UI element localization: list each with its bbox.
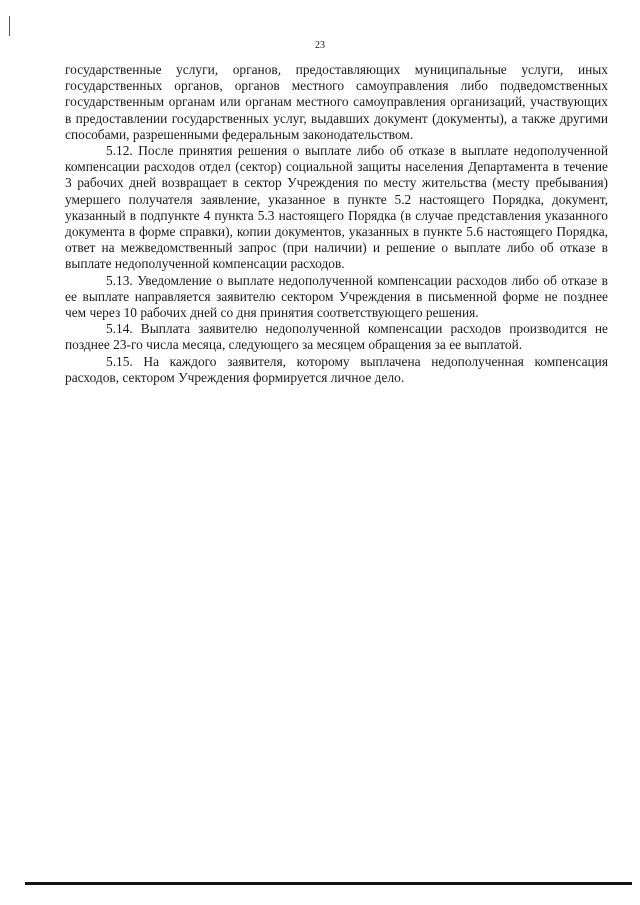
paragraph-5-15: 5.15. На каждого заявителя, которому выплачена недополученная компенсация расходов, сектором Учреждения формируется личное дело. xyxy=(65,353,608,385)
paragraph-continuation: государственные услуги, органов, предоставляющих муниципальные услуги, иных государственных органов, органов местного самоуправления либо подведомственных государственным органам или органам местного самоуправления организаций, участвующих в предоставлении государственных услуг, выдавших документ (документы), а также другими способами, разрешенными федеральным законодательством. xyxy=(65,62,608,142)
page-number: 23 xyxy=(315,40,325,51)
bottom-divider xyxy=(25,882,632,885)
paragraph-5-12: 5.12. После принятия решения о выплате либо об отказе в выплате недополученной компенсации расходов отдел (сектор) социальной защиты населения Департамента в течение 3 рабочих дней возвращает в сектор Учреждения по месту жительства (месту пребывания) умершего получателя заявление, указанное в пункте 5.2 настоящего Порядка, документ, указанный в подпункте 4 пункта 5.3 настоящего Порядка (в случае представления указанного документа в форме справки), копии документов, указанных в пункте 5.6 настоящего Порядка, ответ на межведомственный запрос (при наличии) и решение о выплате либо об отказе в выплате недополученной компенсации расходов. xyxy=(65,143,608,272)
paragraph-5-13: 5.13. Уведомление о выплате недополученной компенсации расходов либо об отказе в ее выплате направляется заявителю сектором Учреждения в письменной форме не позднее чем через 10 рабочих дней со дня принятия соответствующего решения. xyxy=(65,272,608,321)
scan-edge-mark xyxy=(9,16,10,36)
paragraph-5-14: 5.14. Выплата заявителю недополученной компенсации расходов производится не позднее 23-го числа месяца, следующего за месяцем обращения за ее выплатой. xyxy=(65,321,608,353)
document-body xyxy=(65,62,608,386)
